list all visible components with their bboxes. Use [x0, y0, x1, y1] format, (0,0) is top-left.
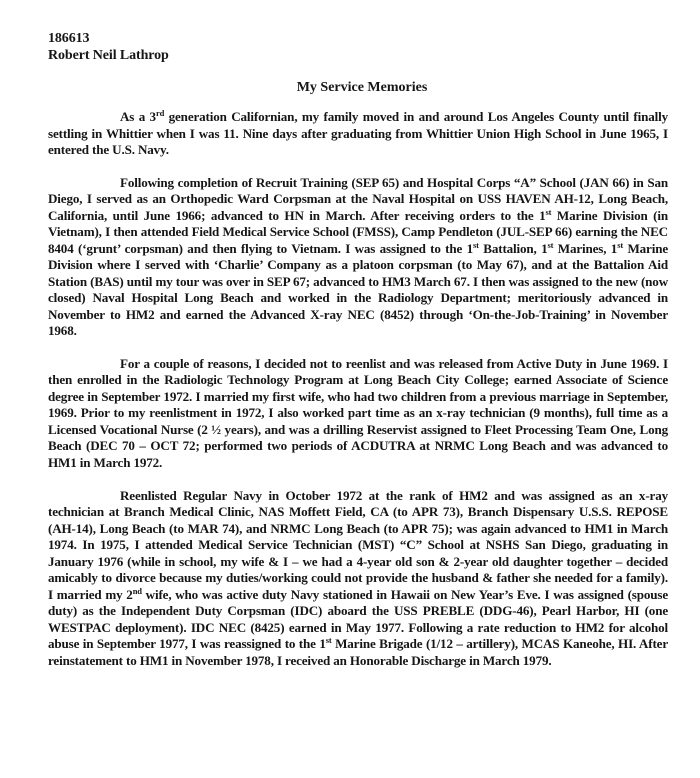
- paragraph-text: generation Californian, my family moved in and around Los Angeles County until finally settling in Whittier when I was 11. Nine days after graduating from Whittier Union High School in June 1965, I entered the U.S. Navy.: [48, 109, 669, 157]
- paragraph-text: Reenlisted Regular Navy in October 1972 at the rank of HM2 and was assigned as an x-ray technician at Branch Medical Clinic, NAS Moffett Field, CA (to APR 73), Branch Dispensary U.S.S. REPOSE (AH-14), Long Beach (to MAR 74), and NRMC Long Beach (to APR 75); was again advanced to HM1 in March 1974. In 1975, I attended Medical Service Technician (MST) “C” School at NSHS San Diego, graduating in January 1976 (while in school, my wife & I – we had a 4-year old son & 2-year old daughter together – decided amicably to divorce because my duties/working could not provide the husband & father she needed for a family). I married my 2: [48, 487, 668, 602]
- ordinal-suffix: st: [547, 239, 554, 250]
- paragraph-3: [48, 356, 668, 472]
- paragraph-text: As a 3: [120, 109, 156, 124]
- ordinal-suffix: st: [325, 635, 332, 646]
- document-body: [48, 109, 668, 685]
- ordinal-suffix: st: [473, 239, 479, 250]
- paragraph-text: For a couple of reasons, I decided not to reenlist and was released from Active Duty in June 1969. I then enrolled in the Radiologic Technology Program at Long Beach City College; earned Associate of Science degree in September 1972. I married my first wife, who had two children from a previous marriage in September, 1969. Prior to my reenlistment in 1972, I also worked part time as an x-ray technician (9 months), full time as a Licensed Vocational Nurse (2 ½ years), and was a drilling Reservist assigned to Fleet Processing Team One, Long Beach (DEC 70 – OCT 72; performed two periods of ACDUTRA at NRMC Long Beach and was advanced to HM1 in March 1972.: [48, 355, 668, 470]
- paragraph-1: [48, 109, 668, 159]
- paragraph-text: Marine Division where I served with ‘Charlie’ Company as a platoon corpsman (to May 67), and at the Battalion Aid Station (BAS) until my tour was over in SEP 67; advanced to HM3 March 67. I then was assigned to the new (now closed) Naval Hospital Long Beach and worked in the Radiology Department; meritoriously advanced in November to HM2 and earned the Advanced X-ray NEC (8452) through ‘On-the-Job-Training’ in November 1968.: [48, 240, 668, 339]
- ordinal-suffix: st: [617, 239, 624, 250]
- document-id: 186613: [48, 31, 90, 46]
- paragraph-text: wife, who was active duty Navy stationed in Hawaii on New Year’s Eve. I was assigned (spouse duty) as the Independent Duty Corpsman (IDC) aboard the USS PREBLE (DDG-46), Pearl Harbor, HI (one WESTPAC deployment). IDC NEC (8425) earned in May 1977. Following a rate reduction to HM2 for alcohol abuse in September 1977, I was reassigned to the 1: [48, 586, 668, 652]
- paragraph-text: Following completion of Recruit Training (SEP 65) and Hospital Corps “A” School (JAN 66) in San Diego, I served as an Orthopedic Ward Corpsman at the Naval Hospital on USS HAVEN AH-12, Long Beach, California, until June 1966; advanced to HN in March. After receiving orders to the 1: [48, 174, 668, 223]
- ordinal-suffix: nd: [132, 585, 142, 596]
- author-name: Robert Neil Lathrop: [48, 48, 169, 63]
- ordinal-suffix: st: [545, 206, 552, 217]
- paragraph-text: Marines, 1: [553, 240, 618, 256]
- document-title: My Service Memories: [296, 80, 428, 95]
- paragraph-text: Marine Brigade (1/12 – artillery), MCAS Kaneohe, HI. After reinstatement to HM1 in November 1978, I received an Honorable Discharge in March 1979.: [48, 636, 668, 668]
- paragraph-4: [48, 488, 668, 670]
- ordinal-suffix: rd: [155, 108, 165, 118]
- paragraph-text: Battalion, 1: [478, 240, 548, 256]
- paragraph-text: Marine Division (in Vietnam), I then attended Field Medical Service School (FMSS), Camp Pendleton (JUL-SEP 66) earning the NEC 8404 (‘grunt’ corpsman) and then flying to Vietnam. I was assigned to the 1: [48, 207, 668, 256]
- paragraph-2: [48, 175, 668, 340]
